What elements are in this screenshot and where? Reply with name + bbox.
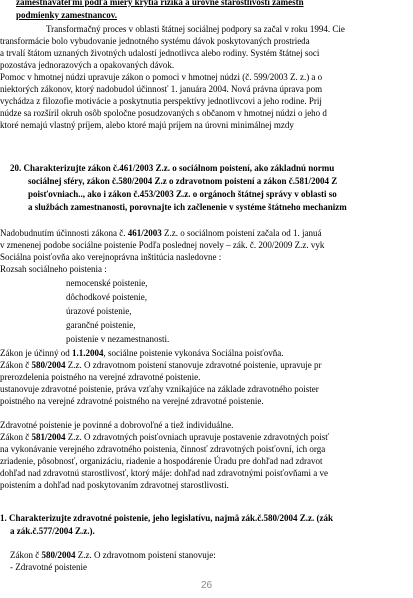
paragraph-line: dohľad nad zdravotnú starostlivosť, ktorý máje: dohľad nad zdravotnými poisťovňami a ve: [0, 468, 328, 478]
question-20-heading-line-2: sociálnej sféry, zákon č.580/2004 Z.z o zdravotnom poistení a zákon č.581/2004 Z: [28, 176, 338, 186]
text-run: Nadobudnutím účinnosti zákona č.: [0, 228, 128, 238]
paragraph-line: ktoré nemajú vlastný príjem, alebo ktoré majú príjem na úrovni minimálnej mzdy: [0, 120, 294, 130]
text-run: Zákon č: [10, 550, 42, 560]
question-20-heading-line-3: poisťovniach.., ako i zákon č.453/2003 Z.z. o orgánoch štátnej správy v oblasti so: [28, 189, 337, 199]
paragraph-line: Rozsah sociálneho poistenia :: [0, 264, 107, 274]
question-20-heading-line-4: a službách zamestnanosti, porovnajte ich začlenenie v systéme štátneho mechanizm: [28, 202, 347, 212]
paragraph-line: [0, 228, 321, 239]
effective-date: 1.1.2004: [71, 348, 104, 358]
paragraph-line: zriadenie, pôsobnosť, organizáciu, riadenie a hospodárenie Úradu pre dohľad nad zdravot: [0, 456, 323, 466]
section-heading-line-2: podmienky zamestnancov.: [16, 10, 118, 20]
list-item: dôchodkové poistenie,: [66, 292, 147, 302]
paragraph-line: na vykonávanie verejného zdravotného poistenia, činnosť zdravotných poisťovní, ich orga: [0, 444, 326, 454]
paragraph-line: pozostáva jednorazových a opakovaných dávok.: [0, 60, 175, 70]
paragraph-line: Pomoc v hmotnej núdzi upravuje zákon o pomoci v hmotnej núdzi (č. 599/2003 Z. z.) a o: [0, 72, 323, 82]
paragraph-line: poistného na verejné zdravotné poistného na verejné zdravotné poistenie.: [0, 396, 264, 406]
paragraph-line: - Zdravotné poistenie: [10, 562, 87, 572]
paragraph-line: Sociálna poisťovňa ako verejnoprávna inštitúcia nasledovne :: [0, 252, 222, 262]
list-item: poistenie v nezamestnanosti.: [66, 334, 170, 344]
paragraph-line: prerozdelenia poistného na verejné zdravotné poistenie.: [0, 372, 201, 382]
law-number: 581/2004: [31, 432, 66, 442]
list-item: garančné poistenie,: [66, 320, 136, 330]
text-run: Z.z. o sociálnom poistení začala od 1. januá: [161, 228, 322, 238]
question-20-heading-line-1: 20. Charakterizujte zákon č.461/2003 Z.z. o sociálnom poistení, ako základnú normu: [10, 163, 335, 173]
paragraph-line: [10, 550, 216, 561]
text-run: Zákon č: [0, 360, 32, 370]
section-heading-line-1: zamestnávateľmi podľa miery krytia rizika a úrovne starostlivosti zamestn: [16, 0, 304, 7]
paragraph-line: Transformačný proces v oblasti štátnej sociálnej podpory sa začal v roku 1994. Cie: [46, 24, 345, 34]
paragraph-line: a trvalí štátom uznaných životných udalostí jednotlivca alebo rodiny. Systém štátnej soci: [0, 48, 320, 58]
paragraph-line: [0, 360, 321, 371]
paragraph-line: transformácie bolo vybudovanie jednotného systému dávok poskytovaných prostrieda: [0, 36, 310, 46]
text-run: Zákon je účinný od: [0, 348, 72, 358]
paragraph-line: vychádza z filozofie motivácie a poskytnutia perspektívy jednotlivcovi a jeho rodine. Prij: [0, 96, 322, 106]
paragraph-line: v zmenenej podobe sociálne poistenie Podľa poslednej novely – zák. č. 200/2009 Z.z. vyk: [0, 240, 325, 250]
page-number: 26: [200, 580, 213, 591]
question-21-heading-line-1: 1. Charakterizujte zdravotné poistenie, jeho legislatívu, najmä zák.č.580/2004 Z.z. (zák: [0, 513, 333, 523]
paragraph-line: poistením a dohľad nad poskytovaním zdravotnej starostlivosti.: [0, 480, 229, 490]
question-21-heading-line-2: a zák.č.577/2004 Z.z.).: [10, 526, 95, 536]
law-number: 580/2004: [31, 360, 66, 370]
text-run: Zákon č: [0, 432, 32, 442]
law-number: 461/2003: [127, 228, 162, 238]
text-run: Z.z. O zdravotnom poistení stanovuje:: [75, 550, 216, 560]
paragraph-line: [0, 432, 329, 443]
paragraph-line: Zdravotné poistenie je povinné a dobrovoľné a tiež individuálne.: [0, 420, 234, 430]
paragraph-line: [0, 348, 284, 359]
text-run: Z.z. O zdravotnom poistení stanovuje zdravotné poistenie, upravuje pr: [65, 360, 322, 370]
paragraph-line: niektorých zákonov, ktorý nadobudol účinnosť 1. januára 2004. Nová právna úprava pom: [0, 84, 323, 94]
text-run: Z.z. O zdravotných poisťovniach upravuje postavenie zdravotných poisť: [65, 432, 330, 442]
paragraph-line: ustanovuje zdravotné poistenie, práva vzťahy vznikajúce na základe zdravotného poister: [0, 384, 319, 394]
paragraph-line: núdze sa rozšíril okruh osôb spoločne posudzovaných s občanom v hmotnej núdzi o jeho d: [0, 108, 327, 118]
law-number: 580/2004: [41, 550, 76, 560]
text-run: , sociálne poistenie vykonáva Sociálna poisťovňa.: [103, 348, 284, 358]
list-item: nemocenské poistenie,: [66, 278, 148, 288]
list-item: úrazové poistenie,: [66, 306, 132, 316]
